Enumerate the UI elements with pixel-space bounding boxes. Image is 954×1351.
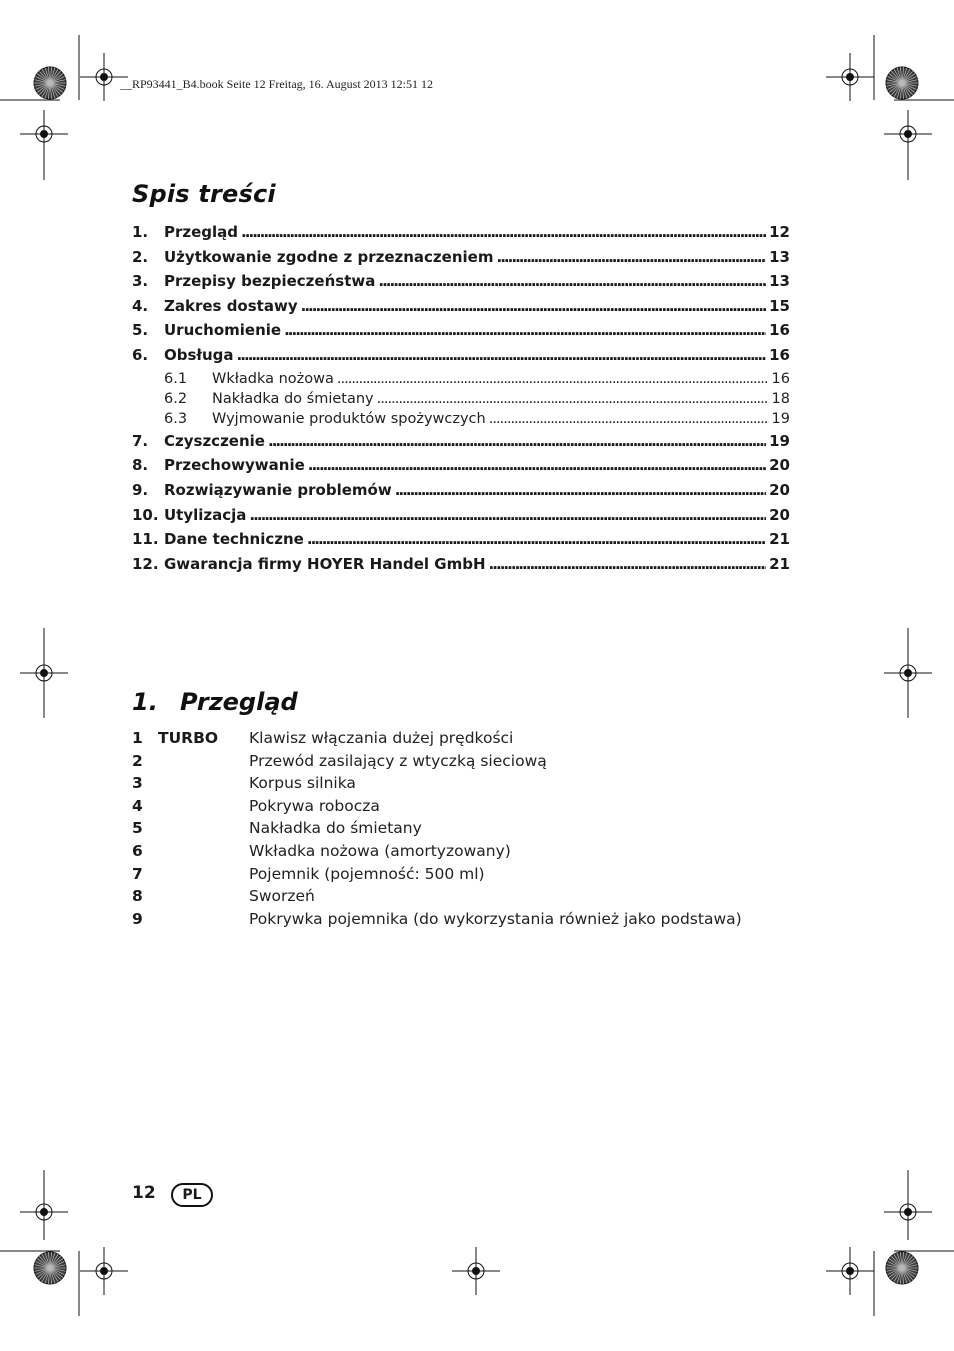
- toc-entry-number: 7.: [132, 431, 149, 450]
- toc-entry-page: 15: [769, 296, 790, 315]
- toc-title: Spis treści: [132, 180, 276, 208]
- toc-entry-number: 10.: [132, 505, 159, 524]
- toc-entry-number: 6.: [132, 345, 149, 364]
- toc-entry: [132, 297, 790, 322]
- part-item: [132, 774, 832, 797]
- part-number: 8: [132, 887, 143, 906]
- part-number: 3: [132, 774, 143, 793]
- toc-entry-page: 16: [769, 321, 790, 340]
- color-registration-target: [34, 1252, 66, 1284]
- part-description: Sworzeń: [249, 887, 315, 906]
- toc-leader-dots: [377, 391, 769, 407]
- toc-entry-number: 1.: [132, 223, 149, 241]
- section-title: [132, 688, 298, 716]
- toc-entry: [132, 321, 790, 346]
- toc-entry-page: 19: [769, 431, 790, 450]
- toc-entry: [132, 391, 790, 411]
- toc-entry: [132, 555, 790, 580]
- toc-entry-number: 5.: [132, 321, 149, 340]
- toc-entry-page: 13: [769, 272, 790, 291]
- toc-entry-number: 4.: [132, 296, 149, 315]
- toc-entry-page: 20: [769, 456, 790, 475]
- toc-entry-number: 6.3: [164, 411, 188, 428]
- toc-leader-dots: [268, 432, 766, 450]
- part-description: Pojemnik (pojemność: 500 ml): [249, 864, 485, 883]
- toc-leader-dots: [337, 371, 769, 387]
- toc-entry-number: 6.2: [164, 390, 188, 407]
- part-description: Przewód zasilający z wtyczką sieciową: [249, 751, 547, 770]
- toc-entry: [132, 272, 790, 297]
- part-number: 7: [132, 864, 143, 883]
- toc-entry: [132, 223, 790, 248]
- part-item: [132, 752, 832, 775]
- toc-leader-dots: [489, 411, 769, 427]
- toc-entry: [132, 411, 790, 431]
- toc-entry-title: Zakres dostawy: [164, 296, 298, 315]
- print-header: __RP93441_B4.book Seite 12 Freitag, 16. August 2013 12:51 12: [120, 77, 434, 91]
- color-registration-target: [886, 67, 918, 99]
- toc-entry-title: Przepisy bezpieczeństwa: [164, 272, 376, 291]
- toc-entry-number: 12.: [132, 554, 159, 573]
- toc-entry-page: 16: [769, 345, 790, 364]
- language-badge: PL: [171, 1183, 213, 1207]
- toc-entry-title: Czyszczenie: [164, 431, 265, 450]
- toc-entry-number: 8.: [132, 456, 149, 475]
- toc-entry-number: 3.: [132, 272, 149, 291]
- page-number: 12: [132, 1183, 156, 1203]
- toc-entry-title: Przegląd: [164, 223, 239, 241]
- part-item: [132, 842, 832, 865]
- registration-mark: [884, 649, 932, 697]
- toc-entry: [132, 248, 790, 273]
- toc-entry-title: Nakładka do śmietany: [212, 390, 374, 407]
- toc-entry-title: Wyjmowanie produktów spożywczych: [212, 411, 486, 428]
- part-description: Klawisz włączania dużej prędkości: [249, 729, 514, 747]
- toc-entry: [132, 346, 790, 371]
- toc-entry: [132, 481, 790, 506]
- toc-entry-page: 16: [771, 370, 790, 387]
- registration-mark: [20, 110, 68, 158]
- toc-entry-title: Przechowywanie: [164, 456, 305, 475]
- toc-leader-dots: [249, 506, 766, 524]
- toc-entry-page: 12: [769, 223, 790, 241]
- toc-leader-dots: [237, 346, 767, 364]
- toc-leader-dots: [489, 555, 767, 573]
- toc-entry-title: Uruchomienie: [164, 321, 282, 340]
- toc-entry-page: 18: [771, 390, 790, 407]
- parts-list: [132, 729, 832, 932]
- toc-entry-number: 2.: [132, 247, 149, 266]
- section-title-text: Przegląd: [180, 688, 298, 716]
- toc-entry-title: Dane techniczne: [164, 530, 304, 549]
- registration-mark: [20, 1188, 68, 1236]
- toc-entry-page: 13: [769, 247, 790, 266]
- toc-leader-dots: [301, 297, 767, 315]
- part-item: [132, 729, 832, 752]
- color-registration-target: [34, 67, 66, 99]
- toc-entry: [132, 456, 790, 481]
- toc-leader-dots: [307, 530, 766, 548]
- toc-leader-dots: [284, 321, 766, 339]
- toc-leader-dots: [496, 248, 766, 266]
- part-description: Nakładka do śmietany: [249, 819, 422, 838]
- toc-entry-page: 19: [771, 411, 790, 428]
- toc-leader-dots: [378, 272, 766, 290]
- toc-entry-title: Gwarancja firmy HOYER Handel GmbH: [164, 554, 486, 573]
- registration-mark: [826, 53, 874, 101]
- toc-entry: [132, 432, 790, 457]
- registration-mark: [452, 1247, 500, 1295]
- toc-entry: [132, 530, 790, 555]
- part-description: Pokrywka pojemnika (do wykorzystania również jako podstawa): [249, 909, 742, 928]
- part-item: [132, 797, 832, 820]
- part-item: [132, 865, 832, 888]
- section-number: 1.: [132, 688, 158, 716]
- part-number: 9: [132, 909, 143, 928]
- toc-entry-number: 9.: [132, 480, 149, 499]
- registration-mark: [80, 1247, 128, 1295]
- part-number: 6: [132, 841, 143, 860]
- registration-mark: [884, 110, 932, 158]
- part-description: Wkładka nożowa (amortyzowany): [249, 841, 511, 860]
- toc-entry-page: 21: [769, 530, 790, 549]
- toc-entry: [132, 506, 790, 531]
- registration-mark: [884, 1188, 932, 1236]
- registration-mark: [826, 1247, 874, 1295]
- part-number: 5: [132, 819, 143, 838]
- part-item: [132, 887, 832, 910]
- toc-leader-dots: [308, 456, 766, 474]
- toc-entry-page: 20: [769, 480, 790, 499]
- toc-entry-title: Rozwiązywanie problemów: [164, 480, 392, 499]
- toc-entry-title: Wkładka nożowa: [212, 370, 334, 387]
- table-of-contents: [132, 223, 790, 579]
- color-registration-target: [886, 1252, 918, 1284]
- toc-entry-number: 11.: [132, 530, 159, 549]
- part-description: Korpus silnika: [249, 774, 356, 793]
- part-item: [132, 910, 832, 933]
- toc-leader-dots: [241, 223, 766, 241]
- part-number: 2: [132, 751, 143, 770]
- part-tag: TURBO: [158, 729, 219, 747]
- toc-entry: [132, 371, 790, 391]
- toc-entry-title: Utylizacja: [164, 505, 247, 524]
- toc-entry-page: 21: [769, 554, 790, 573]
- toc-entry-number: 6.1: [164, 370, 188, 387]
- part-item: [132, 819, 832, 842]
- part-description: Pokrywa robocza: [249, 796, 380, 815]
- part-number: 4: [132, 796, 143, 815]
- toc-entry-title: Obsługa: [164, 345, 234, 364]
- registration-mark: [20, 649, 68, 697]
- toc-entry-title: Użytkowanie zgodne z przeznaczeniem: [164, 247, 494, 266]
- toc-leader-dots: [395, 481, 766, 499]
- part-number: 1: [132, 729, 143, 747]
- toc-entry-page: 20: [769, 505, 790, 524]
